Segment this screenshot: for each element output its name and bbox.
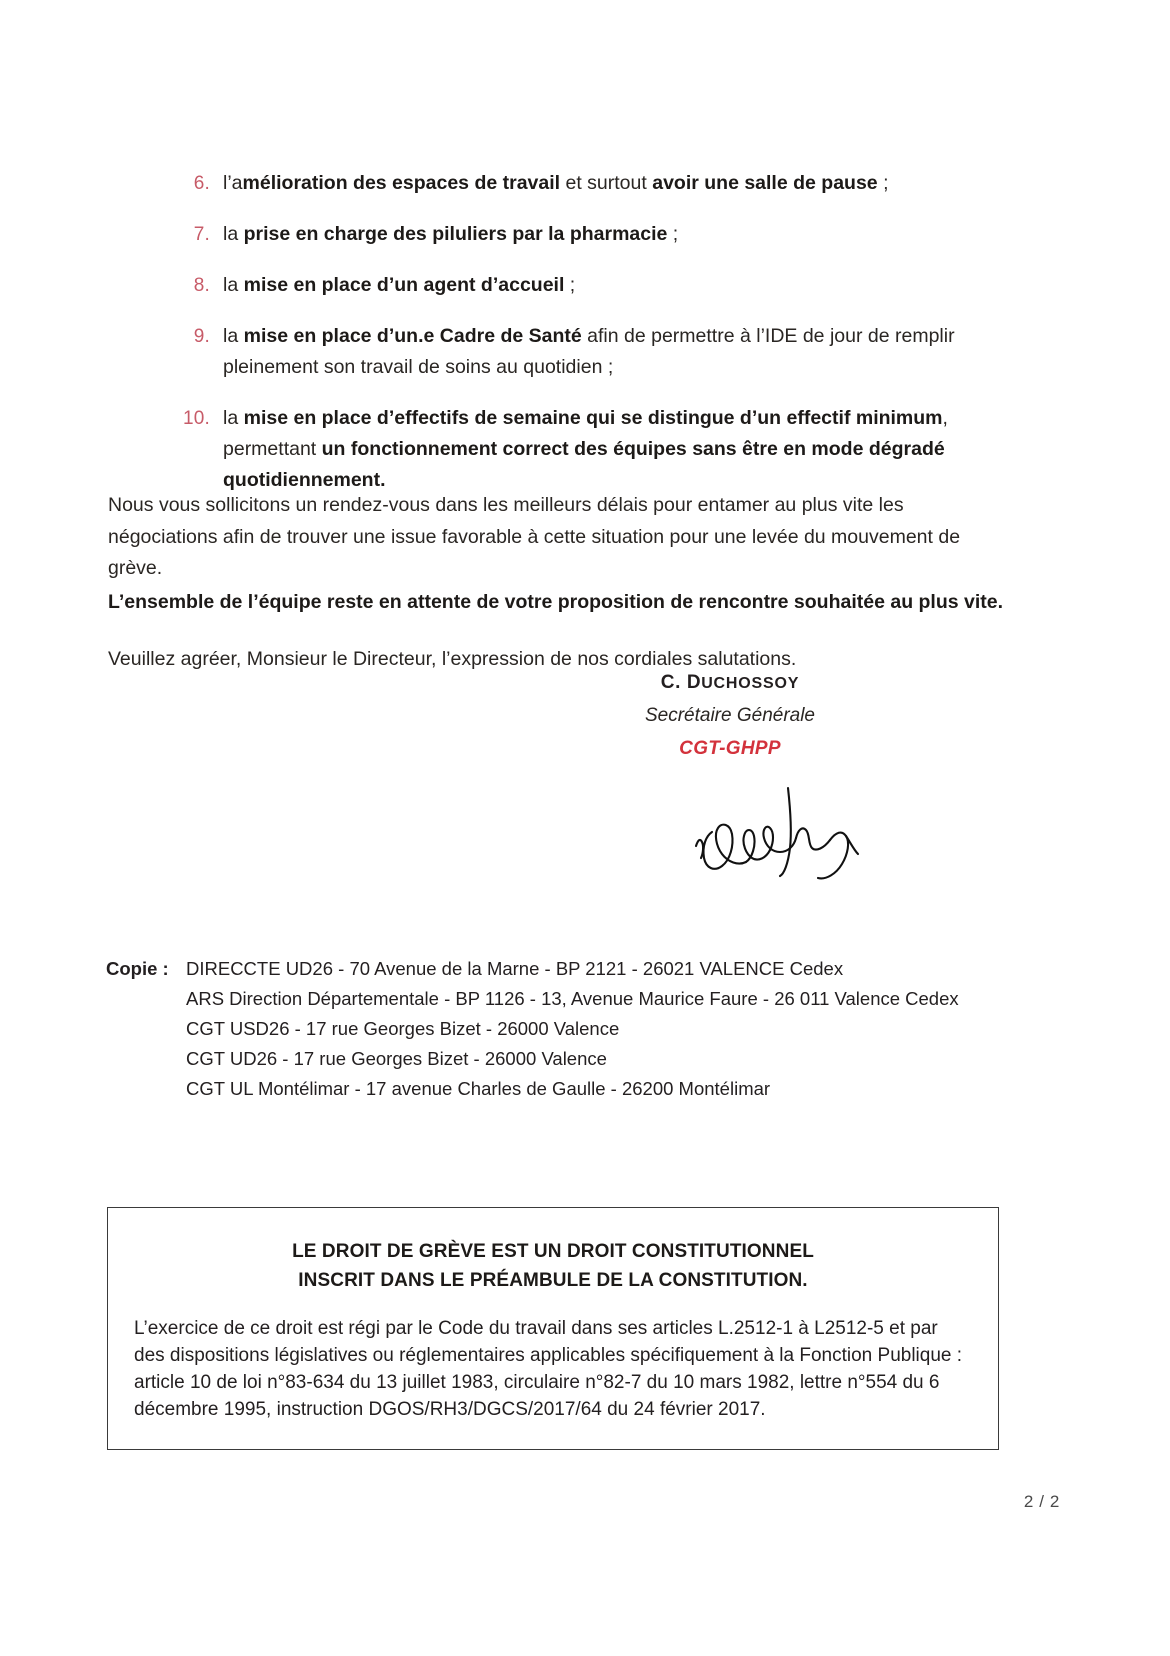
demand-text-plain: ; bbox=[564, 274, 576, 296]
signature-organisation: CGT-GHPP bbox=[679, 738, 781, 759]
closing-salutation: Veuillez agréer, Monsieur le Directeur, l’expression de nos cordiales salutations. bbox=[108, 648, 797, 670]
demand-item bbox=[168, 219, 1008, 250]
legal-title-line-2: INSCRIT DANS LE PRÉAMBULE DE LA CONSTITUTION. bbox=[298, 1269, 808, 1291]
demand-text-plain: et surtout bbox=[560, 172, 653, 194]
demand-item bbox=[168, 168, 1008, 199]
demand-text-plain: afin de permettre à l’IDE de jour de remplir pleinement son travail de soins au quotidien ; bbox=[223, 325, 955, 378]
demand-text bbox=[223, 403, 1008, 496]
demand-text-plain: la bbox=[223, 223, 244, 245]
signature-block bbox=[560, 672, 900, 760]
demand-item bbox=[168, 321, 1008, 383]
demand-text-plain: la bbox=[223, 407, 244, 429]
demand-text-plain: la bbox=[223, 325, 244, 347]
demand-text-emphasis: avoir une salle de pause bbox=[652, 172, 878, 194]
demand-number: 8. bbox=[193, 275, 210, 296]
copie-recipient: CGT UD26 - 17 rue Georges Bizet - 26000 Valence bbox=[186, 1048, 607, 1069]
demand-text-plain: la bbox=[223, 274, 244, 296]
closing-paragraph-1: Nous vous sollicitons un rendez-vous dans les meilleurs délais pour entamer au plus vite les négociations afin de trouver une issue favorable à cette situation pour une levée du mouvement de grève. bbox=[108, 494, 961, 579]
demand-text-emphasis: mélioration des espaces de travail bbox=[242, 172, 561, 194]
demand-text-plain: ; bbox=[667, 223, 679, 245]
closing-paragraphs bbox=[108, 490, 1006, 676]
demand-text bbox=[223, 168, 1008, 199]
demand-number: 6. bbox=[193, 173, 210, 194]
signature-name-rest: UCHOSSOY bbox=[701, 675, 800, 692]
demand-text-plain: l’a bbox=[223, 172, 243, 194]
legal-notice-box bbox=[107, 1207, 999, 1450]
legal-title bbox=[134, 1238, 972, 1295]
copie-recipient: ARS Direction Départementale - BP 1126 - 13, Avenue Maurice Faure - 26 011 Valence Cedex bbox=[186, 988, 959, 1009]
demand-text-emphasis: un fonctionnement correct des équipes sans être en mode dégradé quotidiennement. bbox=[223, 438, 945, 491]
copie-recipient: DIRECCTE UD26 - 70 Avenue de la Marne - BP 2121 - 26021 VALENCE Cedex bbox=[186, 958, 844, 979]
signature-name-initial: C. D bbox=[660, 672, 702, 693]
demands-list bbox=[168, 168, 1008, 516]
signature-name bbox=[560, 672, 900, 694]
demand-item bbox=[168, 270, 1008, 301]
demand-text bbox=[223, 321, 1008, 383]
copie-block bbox=[106, 954, 1006, 1104]
demand-number: 7. bbox=[193, 224, 210, 245]
demand-text-emphasis: mise en place d’un agent d’accueil bbox=[243, 274, 565, 296]
closing-paragraph-2: L’ensemble de l’équipe reste en attente de votre proposition de rencontre souhaitée au plus vite. bbox=[108, 590, 1004, 613]
page-number: 2 / 2 bbox=[1023, 1492, 1060, 1511]
copie-recipient: CGT USD26 - 17 rue Georges Bizet - 26000 Valence bbox=[186, 1018, 620, 1039]
demand-text-plain: ; bbox=[877, 172, 889, 194]
copie-label: Copie : bbox=[106, 958, 169, 979]
demand-number: 10. bbox=[182, 408, 210, 429]
legal-body: L’exercice de ce droit est régi par le Code du travail dans ses articles L.2512-1 à L2512-5 et par des dispositions législatives ou réglementaires applicables spécifiquement à la Fonction Publique : article 10 de loi n°83-634 du 13 juillet 1983, circulaire n°82-7 du 10 mars 1982, lettre n°554 du 6 décembre 1995, instruction DGOS/RH3/DGCS/2017/64 du 24 février 2017. bbox=[134, 1318, 963, 1420]
copie-recipients bbox=[186, 954, 1006, 1104]
copie-recipient: CGT UL Montélimar - 17 avenue Charles de Gaulle - 26200 Montélimar bbox=[186, 1078, 771, 1099]
demand-text-plain: , permettant bbox=[223, 407, 948, 460]
legal-title-line-1: LE DROIT DE GRÈVE EST UN DROIT CONSTITUTIONNEL bbox=[292, 1241, 814, 1262]
demand-number: 9. bbox=[193, 326, 210, 347]
demand-text-emphasis: mise en place d’effectifs de semaine qui se distingue d’un effectif minimum bbox=[243, 407, 943, 429]
demand-text-emphasis: mise en place d’un.e Cadre de Santé bbox=[243, 325, 582, 347]
signature-role: Secrétaire Générale bbox=[644, 705, 816, 726]
handwritten-signature-icon bbox=[690, 780, 870, 900]
demand-text bbox=[223, 270, 1008, 301]
demand-text bbox=[223, 219, 1008, 250]
demand-text-emphasis: prise en charge des piluliers par la pharmacie bbox=[243, 223, 668, 245]
demand-item bbox=[168, 403, 1008, 496]
